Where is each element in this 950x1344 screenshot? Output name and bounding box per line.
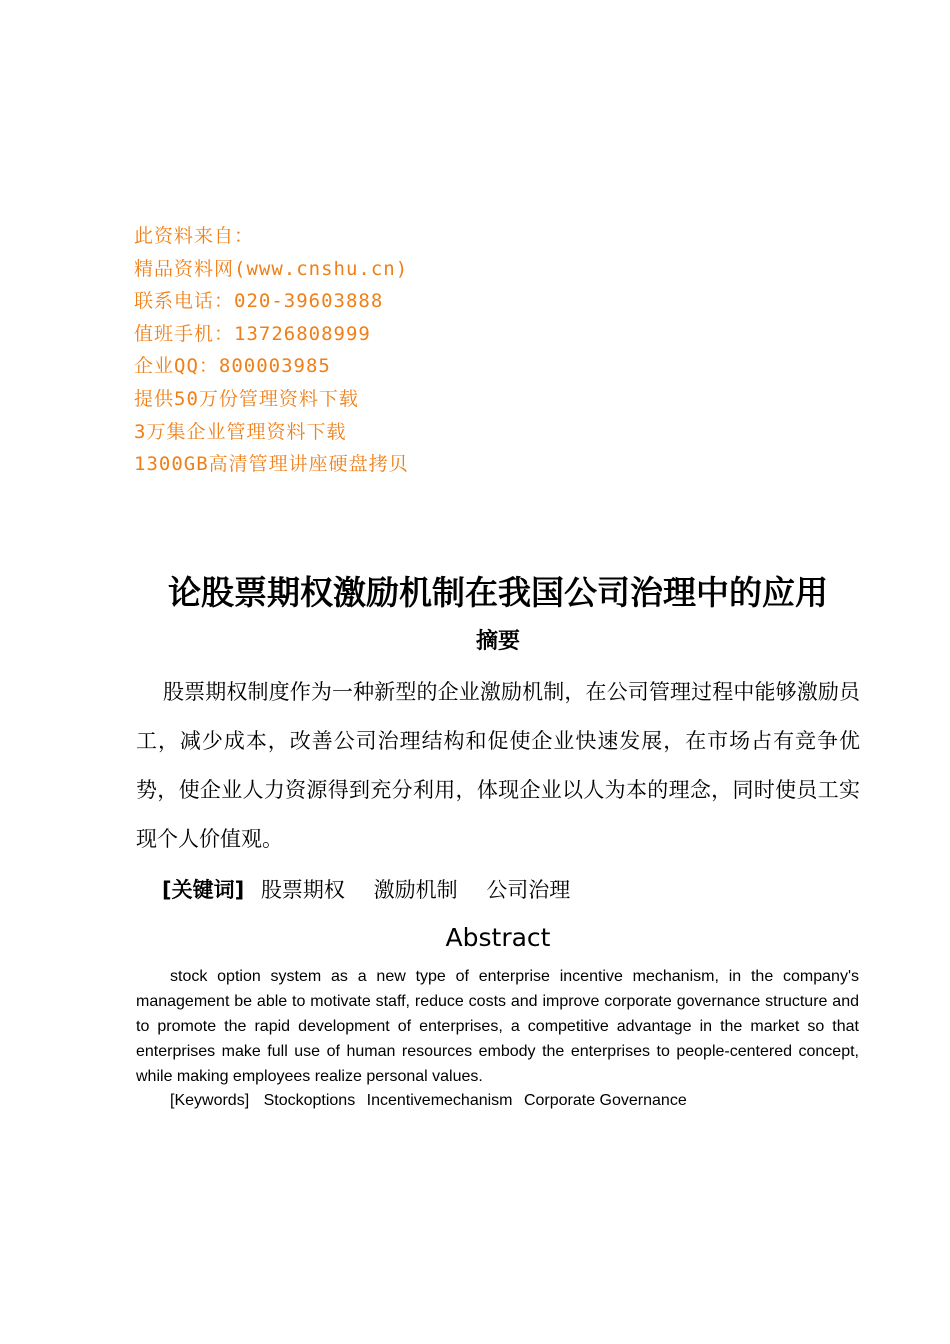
ad-line-qq: 企业QQ：800003985 <box>134 355 331 378</box>
english-keyword-item: Incentivemechanism <box>366 1092 513 1109</box>
ad-line-offer-docs: 提供50万份管理资料下载 <box>134 387 359 410</box>
keyword-item: 激励机制 <box>373 878 458 902</box>
document-title: 论股票期权激励机制在我国公司治理中的应用 <box>168 573 828 612</box>
english-keywords-line <box>170 1088 860 1113</box>
keyword-item: 公司治理 <box>486 878 571 902</box>
ad-line-mobile: 值班手机：13726808999 <box>134 322 371 345</box>
english-abstract-body: stock option system as a new type of enterprise incentive mechanism, in the company's management be able to motivate staff, reduce costs and improve corporate governance structure and to promote the rapid development of enterprises, a competitive advantage in the market so that enterprises make full use of human resources embody the enterprises to people-centered concept, while making employees realize personal values. <box>136 968 859 1085</box>
ad-line-offer-lectures: 1300GB高清管理讲座硬盘拷贝 <box>134 453 409 476</box>
ad-line-offer-videos: 3万集企业管理资料下载 <box>134 420 347 443</box>
ad-line-source: 此资料来自： <box>134 225 255 247</box>
keywords-line <box>162 872 862 908</box>
keyword-item: 股票期权 <box>260 878 345 902</box>
source-ad-block <box>134 220 554 481</box>
english-keywords-label: [Keywords] <box>170 1092 250 1109</box>
english-keyword-item: Corporate Governance <box>523 1092 687 1109</box>
abstract-body: 股票期权制度作为一种新型的企业激励机制，在公司管理过程中能够激励员工，减少成本，改善公司治理结构和促使企业快速发展，在市场占有竞争优势，使企业人力资源得到充分利用，体现企业以人为本的理念，同时使员工实现个人价值观。 <box>136 680 860 851</box>
ad-line-website: 精品资料网(www.cnshu.cn) <box>134 257 409 280</box>
keywords-label: [关键词] <box>162 878 245 902</box>
abstract-heading: 摘要 <box>475 629 520 654</box>
english-keyword-item: Stockoptions <box>263 1092 356 1109</box>
english-abstract-heading: Abstract <box>445 923 551 952</box>
ad-line-phone: 联系电话：020-39603888 <box>134 290 384 313</box>
